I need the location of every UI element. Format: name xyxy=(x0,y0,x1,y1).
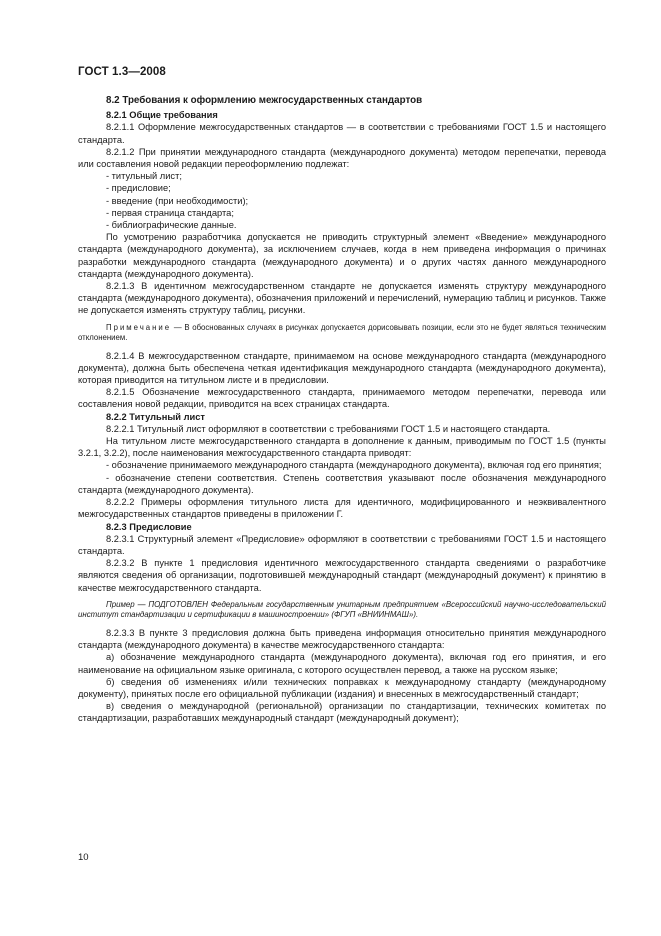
list-item: - библиографические данные. xyxy=(106,220,237,231)
page-number: 10 xyxy=(78,852,89,863)
dash-item-designation: - обозначение принимаемого международного стандарта (международного документа), включая год его принятия; xyxy=(106,460,602,471)
list-item: - первая страница стандарта; xyxy=(106,207,234,218)
title-elements-list xyxy=(78,170,606,231)
paragraph-8-2-3-2: 8.2.3.2 В пункте 1 предисловия идентичного межгосударственного стандарта сведениями о разработчике являются сведения об организации, подготовившей международный стандарт (международный документ) к принятию в качестве межгосударственного стандарта. xyxy=(78,558,606,593)
paragraph-8-2-2-2: 8.2.2.2 Примеры оформления титульного листа для идентичного, модифицированного и неэквивалентного межгосударственных стандартов приведены в приложении Г. xyxy=(78,497,606,520)
subsection-heading-8-2-1: 8.2.1 Общие требования xyxy=(106,110,218,121)
section-heading: 8.2 Требования к оформлению межгосударственных стандартов xyxy=(106,95,423,106)
page-header: ГОСТ 1.3—2008 xyxy=(78,66,166,78)
document-body xyxy=(78,95,606,725)
enum-item-b: б) сведения об изменениях и/или технических поправках к международному стандарту (международному документу), принятых после его официальной публикации (издания) и внесенных в межгосударственный стандарт; xyxy=(78,676,606,699)
paragraph-8-2-3-1: 8.2.3.1 Структурный элемент «Предисловие» оформляют в соответствии с требованиями ГОСТ 1.5 и настоящего стандарта. xyxy=(78,533,606,556)
paragraph-8-2-1-5: 8.2.1.5 Обозначение межгосударственного стандарта, принимаемого методом перепечатки, перевода или составления новой редакции, приводится на всех страницах стандарта. xyxy=(78,387,606,410)
paragraph-8-2-2-1: 8.2.2.1 Титульный лист оформляют в соответствии с требованиями ГОСТ 1.5 и настоящего стандарта. xyxy=(106,423,551,434)
note-text: — В обоснованных случаях в рисунках допускается дорисовывать позиции, если это не будет являться техническим отклонением. xyxy=(78,322,606,342)
paragraph-title-page-intro: На титульном листе межгосударственного стандарта в дополнение к данным, приводимым по ГОСТ 1.5 (пункты 3.2.1, 3.2.2), после наименования межгосударственного стандарта приводят: xyxy=(78,436,606,459)
list-item: - титульный лист; xyxy=(106,171,182,182)
paragraph-8-2-1-2: 8.2.1.2 При принятии международного стандарта (международного документа) методом перепечатки, перевода или составления новой редакции переоформлению подлежат: xyxy=(78,146,606,170)
list-item: - предисловие; xyxy=(106,183,171,194)
subsection-heading-8-2-3: 8.2.3 Предисловие xyxy=(106,521,192,532)
paragraph-introduction-note: По усмотрению разработчика допускается не приводить структурный элемент «Введение» международного стандарта (международного документа), за исключением случаев, когда в нем приведена информация о причинах разработки международного стандарта (международного документа) и о других частях данного международного стандарта (международного документа). xyxy=(78,232,606,279)
subsection-heading-8-2-2: 8.2.2 Титульный лист xyxy=(106,411,205,422)
note-label: Примечание xyxy=(106,322,172,332)
paragraph-8-2-1-1: 8.2.1.1 Оформление межгосударственных стандартов — в соответствии с требованиями ГОСТ 1.5 и настоящего стандарта. xyxy=(78,122,606,145)
dash-item-conformity: - обозначение степени соответствия. Степень соответствия указывают после обозначения международного стандарта (международного документа). xyxy=(78,472,606,495)
example-text: Пример — ПОДГОТОВЛЕН Федеральным государственным унитарным предприятием «Всероссийский научно-исследовательский институт стандартизации и сертификации в машиностроении» (ФГУП «ВНИИНМАШ»). xyxy=(78,599,606,620)
enum-item-a: а) обозначение международного стандарта (международного документа), включая год его принятия, и его наименование на официальном языке оригинала, с которого осуществлен перевод, а также на русском языке; xyxy=(78,652,606,675)
paragraph-8-2-1-3: 8.2.1.3 В идентичном межгосударственном стандарте не допускается изменять структуру международного стандарта (международного документа), обозначения приложений и перечислений, нумерацию таблиц и рисунков. Также не допускается изменять структуру таблиц, рисунки. xyxy=(78,281,606,316)
paragraph-8-2-1-4: 8.2.1.4 В межгосударственном стандарте, принимаемом на основе международного стандарта (международного документа), должна быть обеспечена четкая идентификация международного стандарта (международного документа), которая приводится на титульном листе и в предисловии. xyxy=(78,350,606,386)
enum-item-v: в) сведения о международной (региональной) организации по стандартизации, технических комитетах по стандартизации, разработавших международный стандарт (международный документ); xyxy=(78,701,606,724)
note xyxy=(78,323,606,343)
paragraph-8-2-3-3: 8.2.3.3 В пункте 3 предисловия должна быть приведена информация относительно принятия международного стандарта (международного документа) в качестве межгосударственного стандарта: xyxy=(78,627,606,651)
list-item: - введение (при необходимости); xyxy=(106,195,249,206)
